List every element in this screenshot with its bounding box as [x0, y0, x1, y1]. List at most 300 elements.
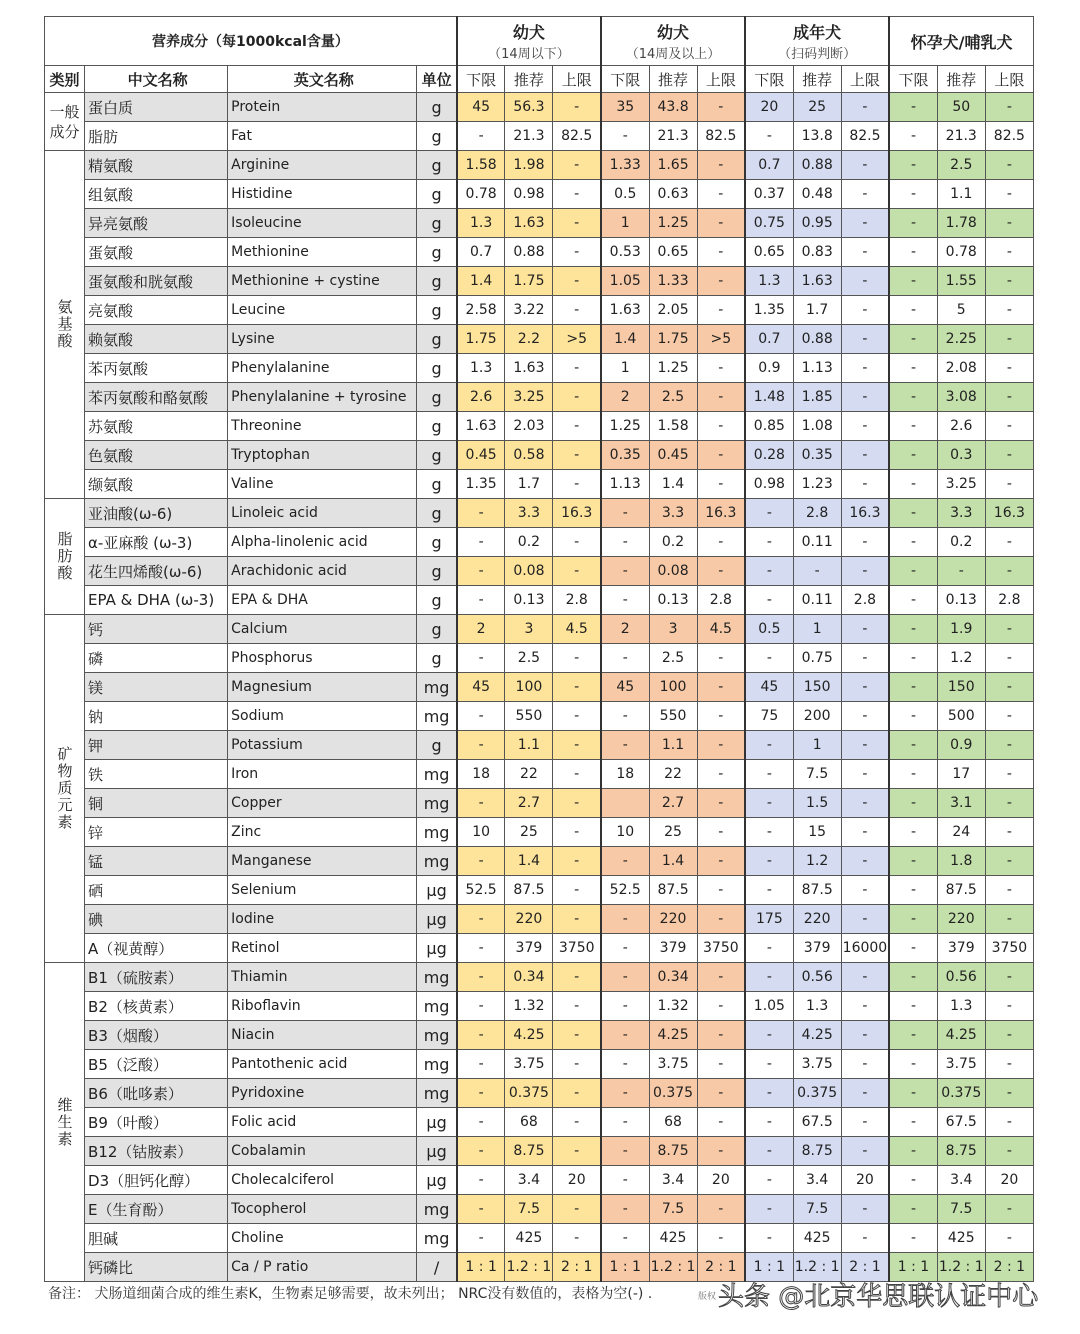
- cell-value: 4.25: [505, 1021, 553, 1050]
- cell-value: 0.28: [745, 441, 793, 470]
- cell-value: -: [697, 93, 745, 122]
- cell-name-cn: B2（核黄素）: [85, 992, 228, 1021]
- cell-value: 1.5: [793, 789, 841, 818]
- subcol-header: 下限: [457, 66, 505, 93]
- cell-value: -: [985, 1137, 1033, 1166]
- cell-value: -: [601, 1166, 649, 1195]
- cell-value: 0.45: [649, 441, 697, 470]
- cell-value: -: [553, 876, 601, 905]
- cell-value: 3.3: [505, 499, 553, 528]
- footnote: 备注： 犬肠道细菌合成的维生素K，生物素足够需要，故未列出； NRC没有数值的，表格为空(-) .: [48, 1286, 653, 1302]
- cell-name-en: Threonine: [228, 412, 417, 441]
- cell-value: -: [745, 499, 793, 528]
- cell-value: 1.63: [793, 267, 841, 296]
- cell-value: -: [889, 93, 937, 122]
- cell-value: 45: [601, 673, 649, 702]
- cell-value: -: [985, 673, 1033, 702]
- cell-value: -: [601, 1108, 649, 1137]
- cell-name-en: Fat: [228, 122, 417, 151]
- col-category: 类别: [45, 66, 85, 93]
- cell-name-en: Copper: [228, 789, 417, 818]
- cell-unit: g: [417, 93, 457, 122]
- cell-value: -: [889, 876, 937, 905]
- cell-value: -: [889, 586, 937, 615]
- cell-value: 0.375: [793, 1079, 841, 1108]
- cell-value: 3.1: [937, 789, 985, 818]
- cell-value: 8.75: [649, 1137, 697, 1166]
- cell-value: 24: [937, 818, 985, 847]
- cell-value: -: [553, 93, 601, 122]
- cell-unit: g: [417, 644, 457, 673]
- cell-value: 220: [793, 905, 841, 934]
- cell-unit: g: [417, 122, 457, 151]
- cell-name-en: Iron: [228, 760, 417, 789]
- cell-value: -: [889, 1166, 937, 1195]
- cell-value: -: [889, 992, 937, 1021]
- cell-value: 7.5: [793, 1195, 841, 1224]
- cell-value: -: [553, 1021, 601, 1050]
- cell-value: 20: [553, 1166, 601, 1195]
- cell-name-en: Folic acid: [228, 1108, 417, 1137]
- cell-value: 1.75: [457, 325, 505, 354]
- cell-value: -: [553, 760, 601, 789]
- cell-value: -: [889, 702, 937, 731]
- cell-value: 2.03: [505, 412, 553, 441]
- category-label: 脂肪酸: [45, 499, 85, 615]
- cell-name-cn: 铜: [85, 789, 228, 818]
- subcol-header: 推荐: [649, 66, 697, 93]
- cell-unit: mg: [417, 818, 457, 847]
- cell-value: 2.6: [937, 412, 985, 441]
- cell-value: -: [745, 1224, 793, 1253]
- cell-unit: mg: [417, 702, 457, 731]
- cell-value: -: [985, 470, 1033, 499]
- cell-unit: g: [417, 180, 457, 209]
- cell-value: -: [697, 441, 745, 470]
- cell-value: -: [697, 789, 745, 818]
- subcol-header: 下限: [601, 66, 649, 93]
- cell-value: 2: [457, 615, 505, 644]
- cell-value: -: [601, 1137, 649, 1166]
- cell-value: -: [601, 1195, 649, 1224]
- cell-value: 0.13: [649, 586, 697, 615]
- cell-value: -: [745, 876, 793, 905]
- cell-value: 0.48: [793, 180, 841, 209]
- cell-value: 3750: [553, 934, 601, 963]
- cell-name-en: Sodium: [228, 702, 417, 731]
- table-row: [45, 528, 1034, 557]
- cell-value: -: [889, 673, 937, 702]
- cell-value: -: [697, 383, 745, 412]
- cell-name-cn: E（生育酚）: [85, 1195, 228, 1224]
- cell-value: 4.5: [553, 615, 601, 644]
- cell-value: -: [457, 1108, 505, 1137]
- table-row: [45, 789, 1034, 818]
- cell-value: -: [985, 180, 1033, 209]
- cell-value: -: [841, 1108, 889, 1137]
- cell-value: 1.33: [649, 267, 697, 296]
- cell-value: 4.25: [649, 1021, 697, 1050]
- cell-name-en: Tryptophan: [228, 441, 417, 470]
- cell-value: -: [697, 1108, 745, 1137]
- cell-value: -: [889, 412, 937, 441]
- cell-value: -: [553, 383, 601, 412]
- cell-value: -: [841, 876, 889, 905]
- cell-value: 2 : 1: [697, 1253, 745, 1282]
- cell-value: 1.63: [505, 209, 553, 238]
- cell-unit: mg: [417, 1050, 457, 1079]
- cell-name-cn: B5（泛酸）: [85, 1050, 228, 1079]
- cell-value: 7.5: [649, 1195, 697, 1224]
- cell-value: 1.3: [793, 992, 841, 1021]
- cell-value: -: [697, 818, 745, 847]
- cell-value: 18: [457, 760, 505, 789]
- cell-value: 1 : 1: [457, 1253, 505, 1282]
- cell-value: -: [553, 905, 601, 934]
- cell-value: -: [841, 1050, 889, 1079]
- cell-value: -: [697, 644, 745, 673]
- col-cn-name: 中文名称: [85, 66, 228, 93]
- cell-name-cn: 组氨酸: [85, 180, 228, 209]
- cell-unit: g: [417, 557, 457, 586]
- cell-value: -: [697, 963, 745, 992]
- cell-value: 1.65: [649, 151, 697, 180]
- group-header-puppy-old: [601, 17, 745, 66]
- subcol-header: 推荐: [937, 66, 985, 93]
- cell-value: >5: [697, 325, 745, 354]
- cell-value: 0.56: [793, 963, 841, 992]
- cell-value: 56.3: [505, 93, 553, 122]
- cell-value: -: [745, 1166, 793, 1195]
- cell-name-en: Phosphorus: [228, 644, 417, 673]
- cell-value: 2.6: [457, 383, 505, 412]
- cell-value: 3750: [985, 934, 1033, 963]
- table-row: [45, 702, 1034, 731]
- cell-value: -: [985, 238, 1033, 267]
- cell-name-cn: 镁: [85, 673, 228, 702]
- cell-value: -: [697, 673, 745, 702]
- cell-value: -: [745, 644, 793, 673]
- cell-value: 1.78: [937, 209, 985, 238]
- cell-name-cn: 花生四烯酸(ω-6): [85, 557, 228, 586]
- cell-value: -: [985, 93, 1033, 122]
- cell-value: -: [745, 731, 793, 760]
- cell-name-en: Choline: [228, 1224, 417, 1253]
- cell-unit: g: [417, 586, 457, 615]
- cell-name-en: Niacin: [228, 1021, 417, 1050]
- cell-value: -: [745, 963, 793, 992]
- cell-unit: g: [417, 238, 457, 267]
- cell-value: 150: [793, 673, 841, 702]
- cell-value: 25: [649, 818, 697, 847]
- cell-value: -: [745, 1050, 793, 1079]
- cell-value: 4.5: [697, 615, 745, 644]
- cell-value: 1.4: [649, 470, 697, 499]
- cell-value: 87.5: [937, 876, 985, 905]
- nutrient-table-container: [44, 16, 1034, 1282]
- cell-value: -: [745, 1079, 793, 1108]
- cell-value: 2.2: [505, 325, 553, 354]
- cell-name-cn: 硒: [85, 876, 228, 905]
- cell-name-en: Phenylalanine + tyrosine: [228, 383, 417, 412]
- cell-value: -: [553, 644, 601, 673]
- cell-name-cn: 钾: [85, 731, 228, 760]
- cell-value: 379: [649, 934, 697, 963]
- cell-value: 3.25: [505, 383, 553, 412]
- cell-name-en: Linoleic acid: [228, 499, 417, 528]
- cell-value: 0.83: [793, 238, 841, 267]
- cell-value: 3.08: [937, 383, 985, 412]
- cell-value: 0.35: [601, 441, 649, 470]
- cell-value: -: [553, 557, 601, 586]
- cell-value: >5: [553, 325, 601, 354]
- cell-value: -: [985, 992, 1033, 1021]
- subcol-header: 下限: [745, 66, 793, 93]
- cell-value: -: [745, 818, 793, 847]
- cell-value: -: [553, 151, 601, 180]
- cell-value: 0.08: [505, 557, 553, 586]
- cell-name-cn: EPA & DHA (ω-3): [85, 586, 228, 615]
- cell-value: 2.7: [505, 789, 553, 818]
- cell-unit: g: [417, 383, 457, 412]
- cell-value: 8.75: [505, 1137, 553, 1166]
- cell-value: -: [745, 557, 793, 586]
- cell-name-cn: 蛋氨酸: [85, 238, 228, 267]
- cell-name-cn: 钙磷比: [85, 1253, 228, 1282]
- cell-value: 82.5: [553, 122, 601, 151]
- cell-name-en: Tocopherol: [228, 1195, 417, 1224]
- cell-name-cn: 钠: [85, 702, 228, 731]
- cell-value: -: [697, 731, 745, 760]
- cell-value: 100: [505, 673, 553, 702]
- cell-value: 1 : 1: [601, 1253, 649, 1282]
- cell-value: 8.75: [937, 1137, 985, 1166]
- cell-name-en: Iodine: [228, 905, 417, 934]
- cell-value: -: [841, 296, 889, 325]
- cell-value: 2: [601, 615, 649, 644]
- cell-unit: μg: [417, 1166, 457, 1195]
- cell-value: -: [553, 992, 601, 1021]
- cell-value: -: [889, 528, 937, 557]
- cell-value: -: [889, 267, 937, 296]
- cell-value: 3.22: [505, 296, 553, 325]
- cell-value: 1.2 : 1: [937, 1253, 985, 1282]
- cell-value: -: [457, 644, 505, 673]
- cell-value: -: [841, 847, 889, 876]
- cell-value: 0.56: [937, 963, 985, 992]
- cell-value: 7.5: [505, 1195, 553, 1224]
- cell-name-cn: 铁: [85, 760, 228, 789]
- cell-value: -: [841, 470, 889, 499]
- cell-name-en: Zinc: [228, 818, 417, 847]
- cell-value: 2.8: [985, 586, 1033, 615]
- cell-value: -: [985, 702, 1033, 731]
- cell-value: -: [601, 702, 649, 731]
- cell-unit: g: [417, 615, 457, 644]
- cell-value: -: [697, 1224, 745, 1253]
- cell-value: 0.2: [505, 528, 553, 557]
- cell-value: 550: [649, 702, 697, 731]
- cell-value: -: [745, 528, 793, 557]
- cell-value: -: [985, 528, 1033, 557]
- cell-value: 220: [937, 905, 985, 934]
- cell-name-cn: 苯丙氨酸: [85, 354, 228, 383]
- cell-name-en: Cholecalciferol: [228, 1166, 417, 1195]
- cell-value: 1.63: [457, 412, 505, 441]
- cell-value: -: [697, 180, 745, 209]
- cell-unit: g: [417, 325, 457, 354]
- cell-name-cn: 胆碱: [85, 1224, 228, 1253]
- cell-value: -: [745, 789, 793, 818]
- cell-value: -: [841, 354, 889, 383]
- cell-unit: μg: [417, 1137, 457, 1166]
- cell-value: 82.5: [841, 122, 889, 151]
- cell-value: -: [553, 789, 601, 818]
- cell-value: -: [697, 1021, 745, 1050]
- cell-value: 18: [601, 760, 649, 789]
- watermark: 头条 @北京华思联认证中心: [718, 1282, 1039, 1312]
- cell-value: -: [985, 905, 1033, 934]
- cell-value: -: [697, 1050, 745, 1079]
- cell-name-en: Thiamin: [228, 963, 417, 992]
- cell-value: -: [985, 354, 1033, 383]
- cell-value: 2.25: [937, 325, 985, 354]
- cell-value: -: [697, 151, 745, 180]
- cell-value: -: [745, 1195, 793, 1224]
- cell-name-en: Phenylalanine: [228, 354, 417, 383]
- cell-value: 1.25: [601, 412, 649, 441]
- cell-value: -: [601, 1050, 649, 1079]
- group-sub: （14周及以上）: [625, 47, 721, 62]
- cell-value: -: [697, 238, 745, 267]
- cell-value: 1.75: [505, 267, 553, 296]
- cell-value: -: [553, 238, 601, 267]
- cell-value: -: [697, 209, 745, 238]
- cell-unit: g: [417, 151, 457, 180]
- cell-value: -: [985, 267, 1033, 296]
- cell-value: 2: [601, 383, 649, 412]
- cell-value: 1.25: [649, 354, 697, 383]
- cell-name-en: Riboflavin: [228, 992, 417, 1021]
- cell-value: -: [841, 267, 889, 296]
- cell-value: -: [457, 992, 505, 1021]
- cell-value: 2 : 1: [985, 1253, 1033, 1282]
- cell-value: -: [745, 1108, 793, 1137]
- cell-value: -: [553, 296, 601, 325]
- cell-value: 2.05: [649, 296, 697, 325]
- cell-value: 16000: [841, 934, 889, 963]
- cell-value: 2.5: [649, 383, 697, 412]
- subcol-header: 上限: [841, 66, 889, 93]
- cell-value: -: [601, 963, 649, 992]
- cell-value: -: [697, 702, 745, 731]
- cell-value: -: [841, 731, 889, 760]
- cell-value: -: [793, 557, 841, 586]
- cell-value: 1.2: [793, 847, 841, 876]
- cell-unit: μg: [417, 1108, 457, 1137]
- cell-name-en: Retinol: [228, 934, 417, 963]
- table-row: [45, 1021, 1034, 1050]
- cell-value: 0.375: [505, 1079, 553, 1108]
- cell-unit: g: [417, 267, 457, 296]
- cell-value: -: [457, 586, 505, 615]
- cell-value: -: [985, 963, 1033, 992]
- cell-value: -: [889, 1137, 937, 1166]
- cell-value: -: [745, 847, 793, 876]
- cell-value: -: [697, 296, 745, 325]
- cell-value: -: [985, 412, 1033, 441]
- cell-value: 2.8: [553, 586, 601, 615]
- cell-unit: /: [417, 1253, 457, 1282]
- cell-value: 425: [505, 1224, 553, 1253]
- cell-value: -: [745, 122, 793, 151]
- cell-unit: g: [417, 528, 457, 557]
- cell-value: 0.34: [505, 963, 553, 992]
- cell-value: 1.1: [649, 731, 697, 760]
- cell-unit: mg: [417, 760, 457, 789]
- cell-value: -: [697, 267, 745, 296]
- group-name: 怀孕犬/哺乳犬: [910, 32, 1013, 52]
- cell-name-cn: 脂肪: [85, 122, 228, 151]
- category-label: 氨基酸: [45, 151, 85, 499]
- cell-unit: mg: [417, 1079, 457, 1108]
- cell-value: -: [985, 557, 1033, 586]
- cell-value: 1.63: [505, 354, 553, 383]
- cell-value: 1.7: [793, 296, 841, 325]
- cell-name-en: Arachidonic acid: [228, 557, 417, 586]
- table-row: [45, 383, 1034, 412]
- cell-value: -: [985, 325, 1033, 354]
- cell-value: 1.4: [649, 847, 697, 876]
- cell-value: -: [697, 470, 745, 499]
- cell-value: -: [601, 122, 649, 151]
- cell-value: 220: [649, 905, 697, 934]
- table-row: [45, 992, 1034, 1021]
- cell-value: 0.2: [649, 528, 697, 557]
- cell-value: 0.88: [505, 238, 553, 267]
- cell-name-en: Protein: [228, 93, 417, 122]
- cell-value: 3.4: [937, 1166, 985, 1195]
- cell-value: 20: [697, 1166, 745, 1195]
- cell-name-cn: 钙: [85, 615, 228, 644]
- cell-name-cn: 精氨酸: [85, 151, 228, 180]
- cell-value: 0.11: [793, 586, 841, 615]
- cell-value: 2.58: [457, 296, 505, 325]
- subcol-header: 上限: [553, 66, 601, 93]
- cell-value: -: [457, 528, 505, 557]
- cell-value: 0.88: [793, 151, 841, 180]
- cell-value: 3.3: [937, 499, 985, 528]
- cell-name-cn: 碘: [85, 905, 228, 934]
- cell-value: -: [985, 789, 1033, 818]
- cell-name-cn: B1（硫胺素）: [85, 963, 228, 992]
- cell-value: -: [457, 1050, 505, 1079]
- watermark-small: 版权: [698, 1292, 717, 1302]
- cell-name-cn: 锌: [85, 818, 228, 847]
- cell-value: 1.63: [601, 296, 649, 325]
- table-row: [45, 354, 1034, 383]
- cell-name-cn: B3（烟酸）: [85, 1021, 228, 1050]
- cell-value: 21.3: [937, 122, 985, 151]
- cell-value: 1.13: [601, 470, 649, 499]
- cell-value: -: [889, 180, 937, 209]
- cell-value: 7.5: [793, 760, 841, 789]
- cell-name-cn: 缬氨酸: [85, 470, 228, 499]
- group-name: 幼犬: [512, 23, 545, 42]
- cell-unit: mg: [417, 1195, 457, 1224]
- cell-value: -: [841, 412, 889, 441]
- cell-value: -: [889, 963, 937, 992]
